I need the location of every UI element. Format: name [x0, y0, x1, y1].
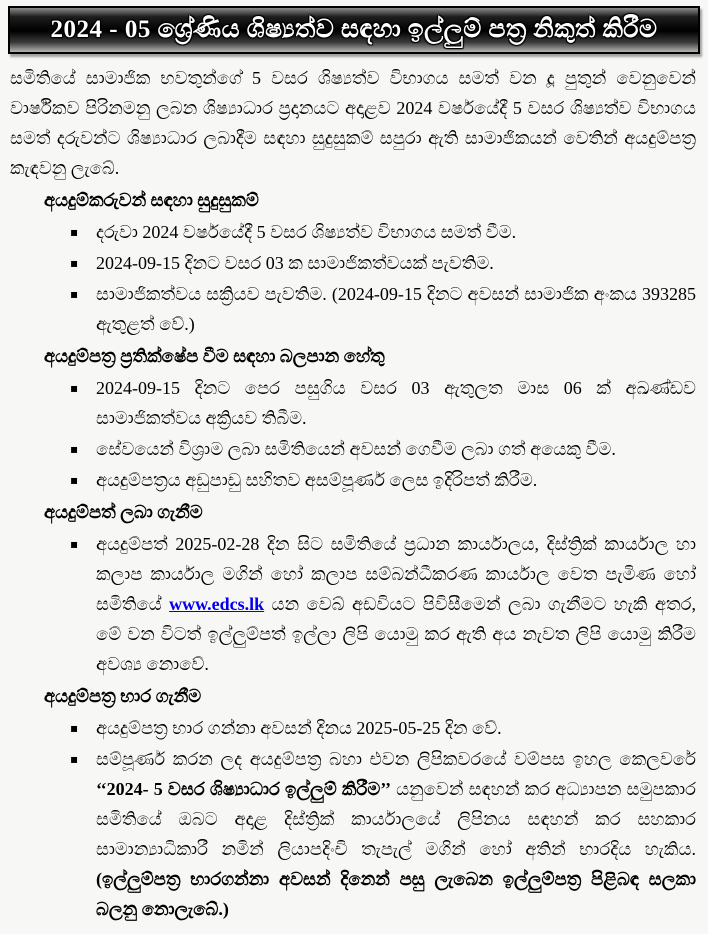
section-heading-rejection: අයදුම්පත්‍ර ප්‍රතික්ෂේප වීම සඳහා බලපාන හේතු	[44, 346, 385, 366]
bullet-icon: ▪	[70, 721, 79, 735]
title-banner	[8, 6, 700, 54]
bullet-icon: ▪	[70, 225, 79, 239]
obtaining-bullet-list	[10, 529, 696, 679]
rejection-bullet-list	[10, 373, 696, 495]
bullet-text	[96, 744, 696, 924]
bullet-text: 2024-09-15 දිනට පෙර පසුගිය වසර 03 ඇතුලත මාස 06 ක් අඛණ්ඩව සාමාජිකත්වය අක්‍රියව තිබීම.	[96, 378, 696, 428]
list-item	[70, 465, 696, 495]
list-item	[70, 744, 696, 924]
bullet-icon: ▪	[70, 256, 79, 270]
page-title: 2024 - 05 ශ්‍රේණිය ශිෂ්‍යත්ව සඳහා ඉල්ලුම් පත්‍ර නිකුත් කිරීම	[50, 16, 658, 43]
list-item	[70, 279, 696, 339]
bullet-icon: ▪	[70, 442, 79, 456]
bullet-icon: ▪	[70, 473, 79, 487]
list-item	[70, 248, 696, 278]
list-item	[70, 373, 696, 433]
envelope-label-emphasis: ‘‘2024- 5 වසර ශිෂ්‍යාධාර ඉල්ලුම් කිරීම’’	[96, 779, 391, 799]
section-heading-eligibility: අයදුම්කරුවන් සඳහා සුදුසුකම්	[44, 190, 259, 210]
eligibility-bullet-list	[10, 217, 696, 339]
list-item	[70, 217, 696, 247]
section-heading-obtaining: අයදුම්පත් ලබා ගැනීම	[44, 502, 203, 522]
edcs-website-link[interactable]: www.edcs.lk	[169, 594, 265, 614]
intro-paragraph: සමිතියේ සාමාජික භවතුන්ගේ 5 වසර ශිෂ්‍යත්ව විභාගය සමත් වන දූ පුතුන් වෙනුවෙන් වාර්ෂිකව පිරිනමනු ලබන ශිෂ්‍යාධාර ප්‍රදානයට අදාළව 2024 වර්ෂයේදී 5 වසර ශිෂ්‍යත්ව විභාගය සමත් දරුවන්ට ශිෂ්‍යාධාර ලබාදීම සඳහා සුදුසුකම් සපුරා ඇති සාමාජිකයන් වෙතින් අයදුම්පත්‍ර කැඳවනු ලැබේ.	[10, 68, 696, 178]
list-item	[70, 434, 696, 464]
document-page	[0, 6, 708, 924]
bullet-text-segment: අයදුම්පත් 2025-02-28 දින සිට සමිතියේ ප්‍රධාන කාර්යාලය, දිස්ත්‍රික් කාර්යාල හා කලාප කාර්යාල මගින් හෝ කලාප සම්බන්ධීකරණ කාර්යාල වෙත පැමිණ හෝ සමිතියේ	[96, 534, 696, 614]
list-item	[70, 713, 696, 743]
deadline-warning-emphasis: (ඉල්ලුම්පත්‍ර භාරගන්නා අවසන් දිනෙන් පසු ලැබෙන ඉල්ලුම්පත්‍ර පිළිබඳ සලකා බලනු නොලැබේ.)	[96, 869, 696, 919]
bullet-icon: ▪	[70, 381, 79, 395]
document-body	[0, 63, 708, 924]
list-item	[70, 529, 696, 679]
section-heading-submission: අයදුම්පත්‍ර භාර ගැනීම	[44, 686, 202, 706]
bullet-text-segment: සම්පූර්ණ කරන ලද අයදුම්පත්‍ර බහා එවන ලිපිකවරයේ වම්පස ඉහල කෙලවරේ	[96, 749, 696, 769]
bullet-text: දරුවා 2024 වර්ෂයේදී 5 වසර ශිෂ්‍යත්ව විභාගය සමත් වීම.	[96, 222, 517, 242]
bullet-text: අයදුම්පත්‍රය අඩුපාඩු සහිතව අසම්පූර්ණ ලෙස ඉදිරිපත් කිරීම.	[96, 470, 538, 490]
bullet-text: සේවයෙන් විශ්‍රාම ලබා සමිතියෙන් අවසන් ගෙවීම ලබා ගත් අයෙකු වීම.	[96, 439, 616, 459]
bullet-icon: ▪	[70, 287, 79, 301]
bullet-text-segment: යන වෙබ් අඩවියට පිවිසීමෙන් ලබා ගැනීමට හැකි අතර, මේ වන විටත් ඉල්ලුම්පත් ඉල්ලා ලිපි යොමු කර ඇති අය නැවත ලිපි යොමු කිරීම අවශ්‍ය නොවේ.	[96, 594, 697, 674]
bullet-icon: ▪	[70, 537, 79, 551]
bullet-text	[96, 529, 696, 679]
bullet-icon: ▪	[70, 752, 79, 766]
bullet-text: අයදුම්පත්‍ර භාර ගන්නා අවසන් දිනය 2025-05-25 දින වේ.	[96, 718, 502, 738]
bullet-text: සාමාජිකත්වය සක්‍රියව පැවතිම. (2024-09-15 දිනට අවසන් සාමාජික අංකය 393285 ඇතුළත් වේ.)	[96, 284, 696, 334]
submission-bullet-list	[10, 713, 696, 924]
bullet-text: 2024-09-15 දිනට වසර 03 ක සාමාජිකත්වයක් පැවතිම.	[96, 253, 494, 273]
bullet-text-segment: යනුවෙන් සඳහන් කර අධ්‍යාපන සමුපකාර සමිතියේ ඔබට අදාළ දිස්ත්‍රික් කාර්යාලයේ ලිපිනය සඳහන් කර සහකාර සාමාන්‍යාධිකාරී නමින් ලියාපදිංචි තැපැල් මගින් හෝ අතින් භාරදිය හැකිය.	[96, 779, 696, 859]
